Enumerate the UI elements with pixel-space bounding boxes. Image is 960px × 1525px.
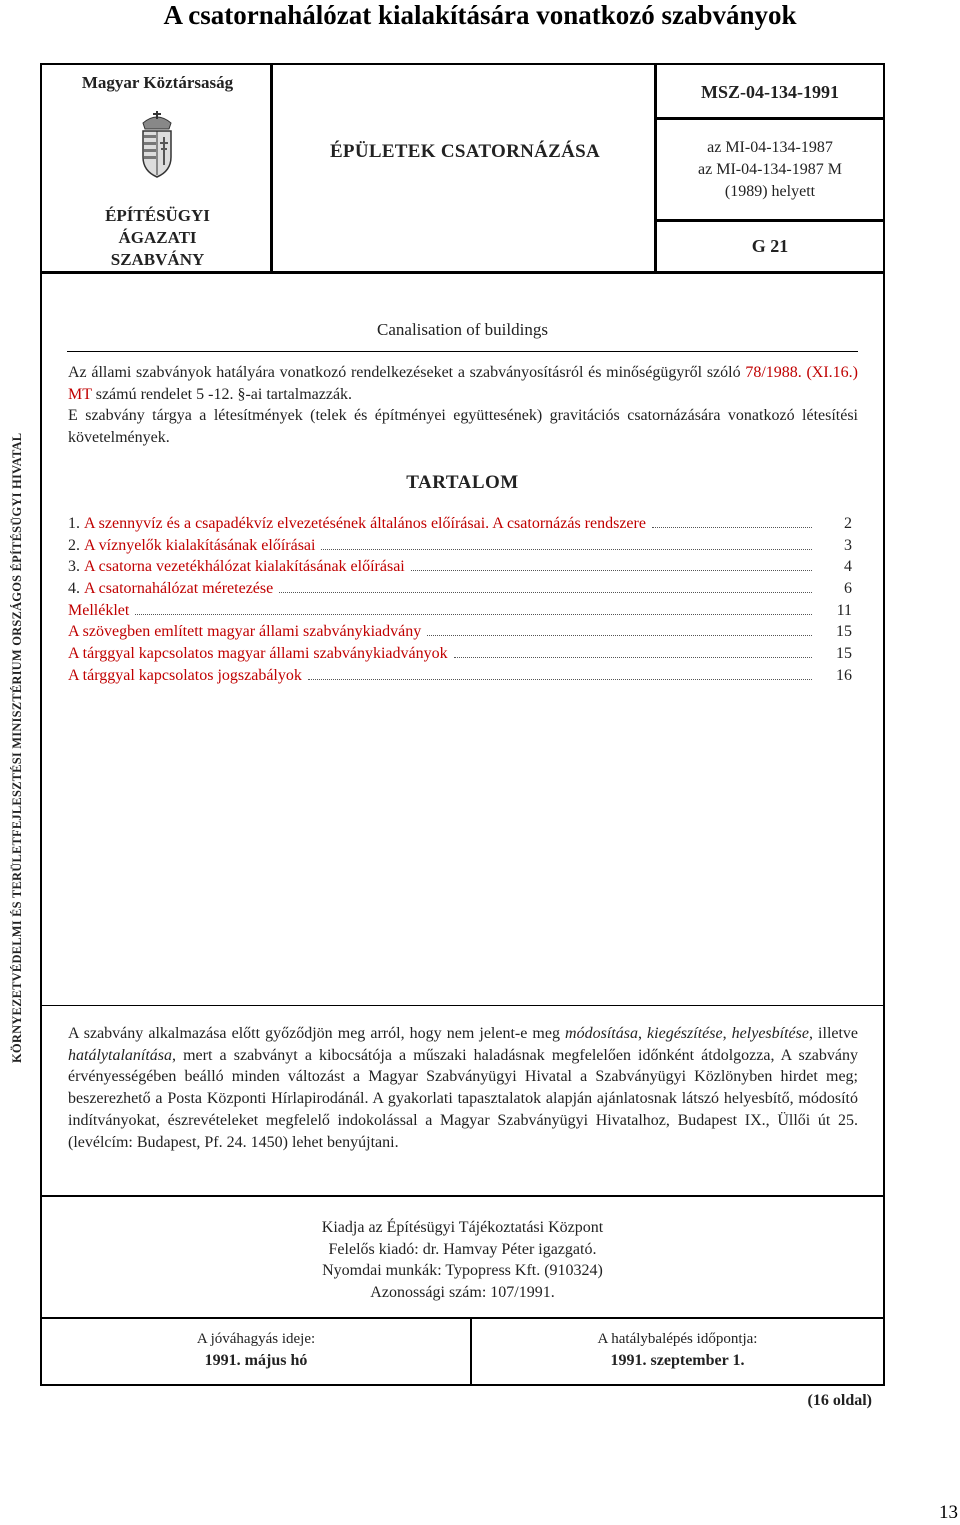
- toc-leader: [321, 549, 812, 550]
- toc-item-label[interactable]: A víznyelők kialakításának előírásai: [84, 536, 316, 554]
- standard-document: [40, 63, 885, 1386]
- country-name: Magyar Köztársaság: [81, 73, 234, 92]
- toc-page-number: 3: [844, 536, 852, 554]
- toc-page-number: 15: [836, 645, 852, 663]
- publisher-info: Kiadja az Építésügyi Tájékoztatási Központ Felelős kiadó: dr. Hamvay Péter igazgató. Nyomdai munkák: Typopress Kft. (910324) Azonossági szám: 107/1991.: [321, 1219, 604, 1302]
- toc-page-number: 15: [836, 623, 852, 641]
- standard-number: MSZ-04-134-1991: [657, 65, 883, 120]
- divider: [42, 1005, 883, 1006]
- toc-page-number: 16: [836, 666, 852, 684]
- divider: [67, 351, 858, 352]
- toc-page-number: 6: [844, 580, 852, 598]
- toc-leader: [454, 657, 812, 658]
- toc-item-label[interactable]: A csatornahálózat méretezése: [84, 580, 274, 598]
- toc-page-number: 4: [844, 558, 852, 576]
- page-title: A csatornahálózat kialakítására vonatkozó szabványok: [163, 0, 797, 30]
- english-title: Canalisation of buildings: [377, 320, 548, 339]
- toc-item-label[interactable]: Melléklet: [68, 601, 130, 619]
- toc-item[interactable]: [68, 667, 852, 689]
- divider: [42, 1317, 883, 1319]
- toc-item-label[interactable]: A szövegben említett magyar állami szabványkiadvány: [68, 623, 422, 641]
- toc-leader: [411, 570, 812, 571]
- table-of-contents: [68, 515, 852, 689]
- toc-item-label[interactable]: A csatorna vezetékhálózat kialakításának előírásai: [84, 558, 405, 576]
- toc-item[interactable]: 3. A csatorna vezetékhálózat kialakításának előírásai 4: [68, 558, 852, 576]
- validity-notice: A szabvány alkalmazása előtt győződjön meg arról, hogy nem jelent-e meg módosítása, kiegészítése, helyesbítése, illetve hatálytalanítása, mert a szabványt a kibocsátója a műszaki haladásnak megfelelően időnként átdolgozza, A szabvány érvényességében beálló minden változást a Magyar Szabványügyi Hivatal a Szabványügyi Közlönyben hirdet meg; beszerezhető a Posta Központi Hírlapirodánál. A gyakorlati tapasztalatok alapján ajánlatosnak látszó helyesbítő, módosító indítványokat, észrevételeket megfelelő indokolással a Magyar Szabványügyi Hivatalhoz, Budapest IX., Üllői út 25. (levélcím: Budapest, Pf. 24. 1450) lehet benyújtani.: [68, 1025, 859, 1151]
- toc-page-number: 11: [836, 601, 852, 619]
- standard-title: ÉPÜLETEK CSATORNÁZÁSA: [329, 141, 601, 162]
- toc-page-number: 2: [844, 515, 852, 532]
- toc-leader: [427, 635, 812, 636]
- page-number: 13: [939, 1502, 958, 1523]
- toc-leader: [308, 679, 812, 680]
- agency-name: ÉPÍTÉSÜGYI ÁGAZATI SZABVÁNY: [105, 206, 210, 269]
- toc-item[interactable]: [68, 623, 852, 645]
- title-block: [273, 65, 657, 271]
- toc-item[interactable]: 1. A szennyvíz és a csapadékvíz elvezetésének általános előírásai. A csatornázás rendszere 2: [68, 515, 852, 532]
- identifier-block: [654, 65, 883, 271]
- toc-leader: [652, 527, 812, 528]
- toc-item-label[interactable]: A tárggyal kapcsolatos magyar állami szabványkiadványok: [68, 645, 448, 663]
- toc-item[interactable]: 4. A csatornahálózat méretezése 6: [68, 580, 852, 598]
- toc-item[interactable]: 2. A víznyelők kialakításának előírásai 3: [68, 536, 852, 554]
- classification-code: G 21: [751, 236, 789, 256]
- toc-item[interactable]: [68, 602, 852, 624]
- ministry-side-text: KÖRNYEZETVÉDELMI ÉS TERÜLETFEJLESZTÉSI MINISZTÉRIUM ORSZÁGOS ÉPÍTÉSÜGYI HIVATAL: [10, 432, 24, 1063]
- intro-text: Az állami szabványok hatályára vonatkozó rendelkezéseket a szabványosításról és minőségügyről szóló 78/1988. (XI.16.) MT számú rendelet 5 -12. §-ai tartalmazzák. E szabvány tárgya a létesítmények (telek és építményei együttesének) gravitációs csatornázására vonatkozó létesítési követelmények.: [68, 364, 859, 447]
- document-header: [42, 65, 883, 274]
- decree-link[interactable]: 78/1988. (XI.16.) MT: [68, 364, 859, 403]
- issuer-block: [42, 65, 273, 271]
- toc-item-label[interactable]: A szennyvíz és a csapadékvíz elvezetésének általános előírásai. A csatornázás rendszere: [84, 515, 646, 532]
- divider: [42, 1195, 883, 1197]
- effective-date: A hatálybalépés időpontja: 1991. szeptember 1.: [597, 1331, 758, 1369]
- toc-item-label[interactable]: A tárggyal kapcsolatos jogszabályok: [68, 666, 302, 684]
- toc-leader: [135, 614, 812, 615]
- toc-item[interactable]: [68, 645, 852, 667]
- toc-title: TARTALOM: [406, 472, 519, 493]
- coat-of-arms-icon: [137, 109, 177, 181]
- replaces-note: az MI-04-134-1987 az MI-04-134-1987 M (1989) helyett: [657, 120, 883, 222]
- toc-leader: [279, 592, 812, 593]
- approval-date: A jóváhagyás ideje: 1991. május hó: [196, 1331, 316, 1369]
- page-count: (16 oldal): [807, 1392, 872, 1409]
